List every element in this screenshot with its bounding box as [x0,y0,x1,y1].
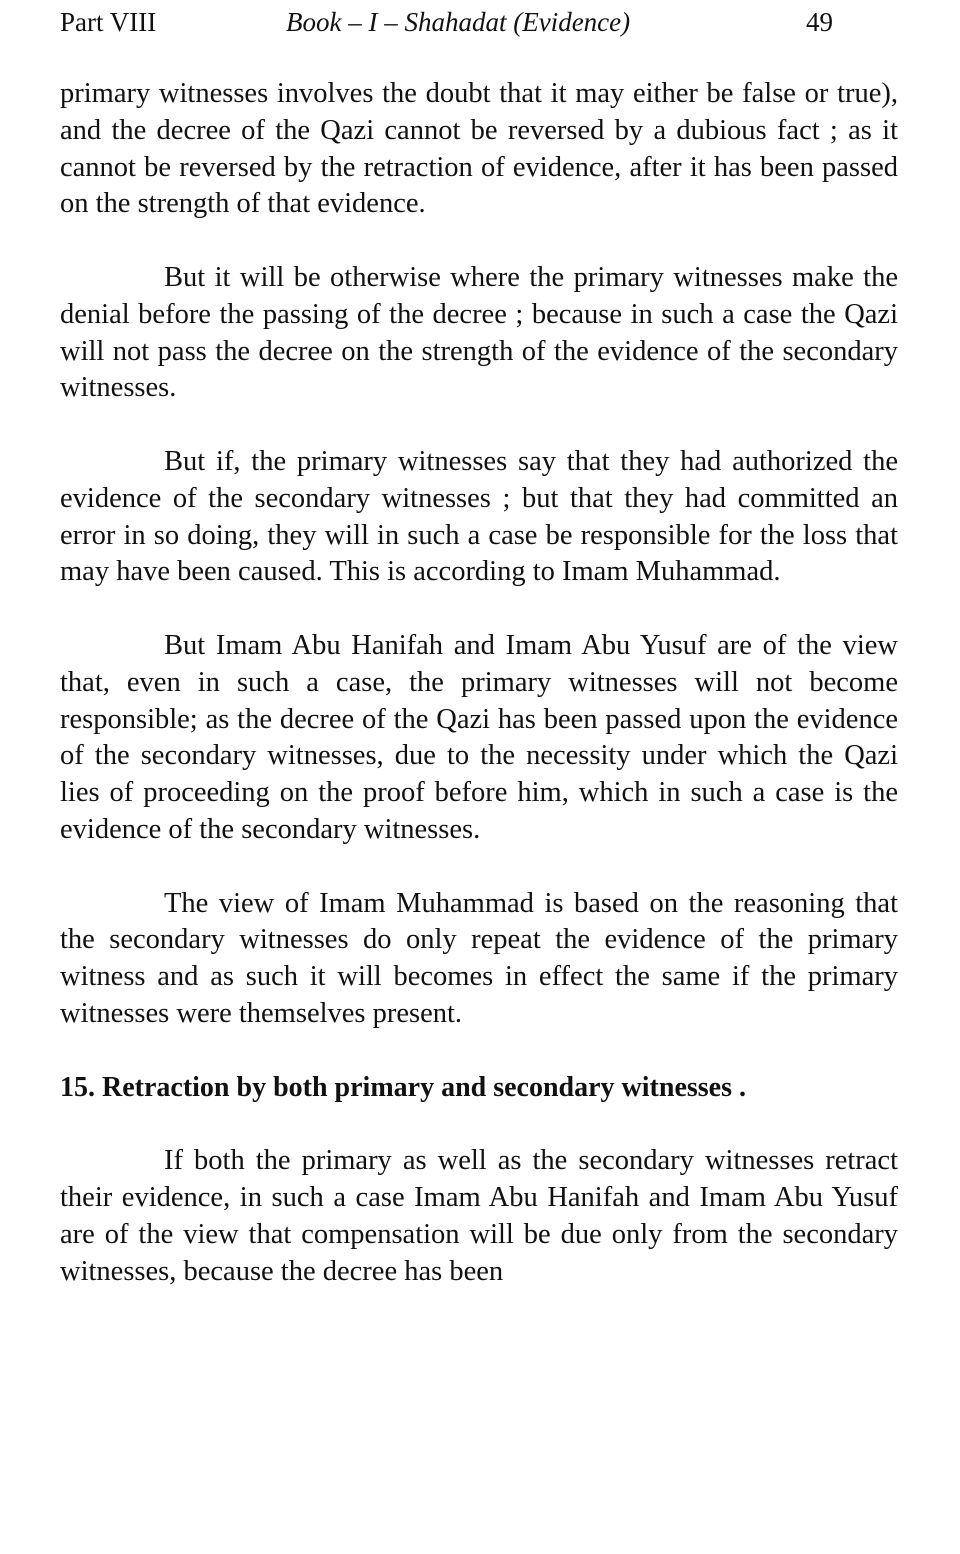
page-number: 49 [806,7,833,37]
book-title: Book – I – Shahadat (Evidence) [286,7,631,37]
part-label: Part VIII [60,7,157,37]
section-heading: 15. Retraction by both primary and secondary witnesses . [60,1071,746,1103]
running-header [60,2,898,42]
paragraph: But Imam Abu Hanifah and Imam Abu Yusuf are of the view that, even in such a case, the primary witnesses will not become responsible; as the decree of the Qazi has been passed upon the evidence of the secondary witnesses, due to the necessity under which the Qazi lies of proceeding on the proof before him, which in such a case is the evidence of the secondary witnesses. [60,629,898,845]
section-paragraph: If both the primary as well as the secondary witnesses retract their evidence, in such a case Imam Abu Hanifah and Imam Abu Yusuf are of the view that compensation will be due only from the secondary witnesses, because the decree has been [60,1145,898,1287]
paragraph: But if, the primary witnesses say that they had authorized the evidence of the secondary witnesses ; but that they had committed an error in so doing, they will in such a case be responsible for the loss that may have been caused. This is according to Imam Muhammad. [60,445,898,588]
paragraph: But it will be otherwise where the primary witnesses make the denial before the passing of the decree ; because in such a case the Qazi will not pass the decree on the strength of the evidence of the secondary witnesses. [60,261,898,404]
paragraph: The view of Imam Muhammad is based on the reasoning that the secondary witnesses do only repeat the evidence of the primary witness and as such it will becomes in effect the same if the primary witnesses were themselves present. [60,887,898,1029]
body-text [60,76,898,1290]
paragraph-continued: primary witnesses involves the doubt that it may either be false or true), and the decree of the Qazi cannot be reversed by a dubious fact ; as it cannot be reversed by the retraction of evidence, after it has been passed on the strength of that evidence. [60,78,898,220]
